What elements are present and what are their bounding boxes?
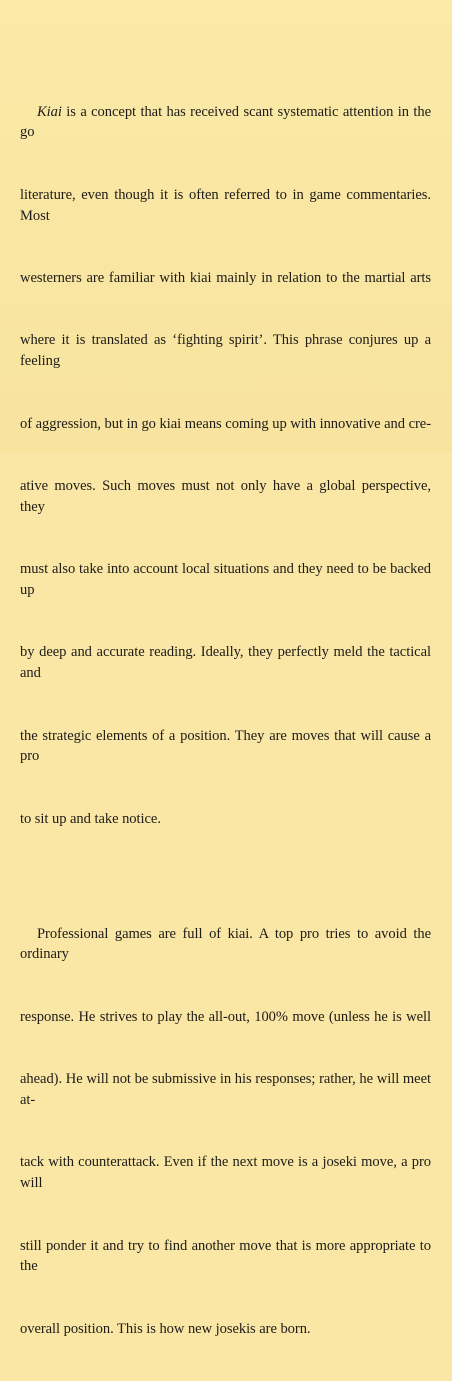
paragraph-professional-games	[20, 882, 431, 1381]
text-line: to sit up and take notice.	[20, 810, 161, 827]
text-line: ahead). He will not be submissive in his responses; rather, he will meet at-	[20, 1071, 431, 1109]
text-line: of aggression, but in go kiai means coming up with innovative and cre-	[20, 415, 431, 432]
text-line: westerners are familiar with kiai mainly in relation to the martial arts	[20, 269, 431, 286]
text-line: by deep and accurate reading. Ideally, they perfectly meld the tactical and	[20, 644, 431, 682]
paragraph-kiai-definition	[20, 60, 431, 871]
text-line: overall position. This is how new josekis are born.	[20, 1320, 311, 1337]
text-line: literature, even though it is often referred to in game commentaries. Most	[20, 186, 431, 224]
text-line: must also take into account local situations and they need to be backed up	[20, 561, 431, 598]
text-line: still ponder it and try to find another move that is more appropriate to the	[20, 1237, 431, 1275]
text-line: tack with counterattack. Even if the next move is a joseki move, a pro will	[20, 1154, 431, 1192]
text-line: response. He strives to play the all-out, 100% move (unless he is well	[20, 1008, 431, 1025]
text-line: Professional games are full of kiai. A top pro tries to avoid the ordinary	[20, 925, 431, 963]
text-line: ative moves. Such moves must not only have a global perspective, they	[20, 477, 431, 515]
text-line: Kiai is a concept that has received scant systematic attention in the go	[20, 103, 431, 141]
text-line: where it is translated as ‘fighting spirit’. This phrase conjures up a feeling	[20, 332, 431, 370]
text-line: the strategic elements of a position. They are moves that will cause a pro	[20, 727, 431, 765]
italic-term-kiai: Kiai	[37, 103, 62, 120]
